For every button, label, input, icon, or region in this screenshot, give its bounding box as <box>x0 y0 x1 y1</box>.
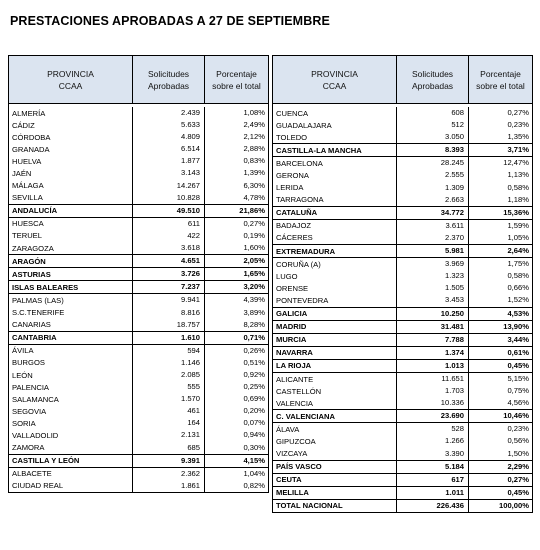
cell-porcentaje: 0,20% <box>204 405 268 417</box>
cell-porcentaje: 0,27% <box>468 107 532 119</box>
cell-provincia: ASTURIAS <box>12 269 51 279</box>
table-row-total <box>273 347 532 359</box>
table-group <box>273 257 532 319</box>
table-row-total <box>9 454 268 467</box>
header-porcentaje-line1: Porcentaje <box>480 68 521 79</box>
header-solicitudes <box>396 56 468 103</box>
table-row <box>273 157 532 169</box>
header-solicitudes-line2: Aprobadas <box>411 80 454 91</box>
cell-provincia: PALENCIA <box>12 382 49 392</box>
table-row <box>9 131 268 143</box>
table-row <box>9 345 268 357</box>
cell-porcentaje: 1,75% <box>468 258 532 270</box>
table-row-total <box>273 206 532 219</box>
cell-provincia: ALMERÍA <box>12 108 46 118</box>
cell-provincia: VIZCAYA <box>276 449 308 459</box>
cell-porcentaje: 3,89% <box>204 307 268 319</box>
cell-solicitudes: 3.611 <box>396 220 468 232</box>
cell-porcentaje: 0,45% <box>468 360 532 372</box>
table-body <box>273 107 532 512</box>
cell-solicitudes: 2.439 <box>132 107 204 119</box>
cell-provincia: MURCIA <box>276 335 307 345</box>
cell-porcentaje: 2,88% <box>204 143 268 155</box>
table-row <box>9 167 268 179</box>
cell-porcentaje: 1,13% <box>468 169 532 181</box>
cell-provincia: PAÍS VASCO <box>276 462 322 472</box>
table-row <box>9 230 268 242</box>
cell-provincia: ORENSE <box>276 283 309 293</box>
table-row <box>273 182 532 194</box>
table-row-total <box>273 360 532 372</box>
cell-solicitudes: 1.266 <box>396 435 468 447</box>
table-row <box>273 435 532 447</box>
table-group <box>9 280 268 293</box>
table-row-total <box>9 332 268 344</box>
cell-porcentaje: 0,19% <box>204 230 268 242</box>
cell-solicitudes: 226.436 <box>396 500 468 512</box>
cell-solicitudes: 2.085 <box>132 369 204 381</box>
cell-porcentaje: 3,71% <box>468 144 532 156</box>
table-row-total <box>273 500 532 512</box>
cell-solicitudes: 5.981 <box>396 245 468 257</box>
cell-provincia: ZARAGOZA <box>12 243 54 253</box>
cell-provincia: GALICIA <box>276 309 308 319</box>
cell-porcentaje: 2,29% <box>468 461 532 473</box>
cell-solicitudes: 10.336 <box>396 397 468 409</box>
table-group <box>9 267 268 280</box>
cell-solicitudes: 7.788 <box>396 334 468 346</box>
cell-solicitudes: 1.146 <box>132 357 204 369</box>
cell-solicitudes: 1.374 <box>396 347 468 359</box>
cell-porcentaje: 0,25% <box>204 381 268 393</box>
cell-porcentaje: 0,58% <box>468 270 532 282</box>
cell-provincia: SALAMANCA <box>12 394 59 404</box>
cell-solicitudes: 422 <box>132 230 204 242</box>
cell-solicitudes: 611 <box>132 218 204 230</box>
cell-porcentaje: 21,86% <box>204 205 268 217</box>
cell-provincia: BARCELONA <box>276 158 323 168</box>
header-solicitudes-line1: Solicitudes <box>147 68 190 79</box>
cell-provincia: CEUTA <box>276 475 302 485</box>
cell-provincia: GIPUZCOA <box>276 436 316 446</box>
cell-solicitudes: 1.505 <box>396 282 468 294</box>
cell-provincia: ÁVILA <box>12 346 34 356</box>
cell-solicitudes: 6.514 <box>132 143 204 155</box>
cell-solicitudes: 528 <box>396 423 468 435</box>
cell-solicitudes: 7.237 <box>132 281 204 293</box>
table-header <box>273 56 532 104</box>
cell-solicitudes: 461 <box>132 405 204 417</box>
cell-solicitudes: 5.184 <box>396 461 468 473</box>
cell-solicitudes: 3.969 <box>396 258 468 270</box>
cell-provincia: CASTILLA-LA MANCHA <box>276 145 362 155</box>
cell-solicitudes: 512 <box>396 119 468 131</box>
cell-provincia: BURGOS <box>12 358 45 368</box>
table-row <box>273 385 532 397</box>
cell-porcentaje: 4,56% <box>468 397 532 409</box>
cell-provincia: TARRAGONA <box>276 195 324 205</box>
table-group <box>273 320 532 333</box>
cell-provincia: LEÓN <box>12 370 33 380</box>
cell-solicitudes: 4.809 <box>132 131 204 143</box>
table-group <box>9 293 268 330</box>
cell-porcentaje: 0,71% <box>204 332 268 344</box>
header-porcentaje <box>468 56 532 103</box>
cell-porcentaje: 0,82% <box>204 480 268 492</box>
cell-porcentaje: 5,15% <box>468 373 532 385</box>
cell-solicitudes: 2.663 <box>396 194 468 206</box>
cell-porcentaje: 0,69% <box>204 393 268 405</box>
cell-provincia: GERONA <box>276 171 309 181</box>
table-row-total <box>273 143 532 156</box>
table-group <box>9 107 268 217</box>
cell-porcentaje: 0,26% <box>204 345 268 357</box>
cell-provincia: MADRID <box>276 322 307 332</box>
cell-solicitudes: 2.131 <box>132 429 204 441</box>
cell-solicitudes: 23.690 <box>396 410 468 422</box>
cell-porcentaje: 0,94% <box>204 429 268 441</box>
header-solicitudes <box>132 56 204 103</box>
table-row <box>9 119 268 131</box>
cell-porcentaje: 13,90% <box>468 321 532 333</box>
cell-provincia: PONTEVEDRA <box>276 295 329 305</box>
cell-provincia: GUADALAJARA <box>276 120 332 130</box>
cell-provincia: CÁDIZ <box>12 120 35 130</box>
table-row-total <box>273 334 532 346</box>
cell-provincia: JAÉN <box>12 169 32 179</box>
cell-solicitudes: 3.453 <box>396 294 468 306</box>
table-row <box>273 107 532 119</box>
table-group <box>9 217 268 267</box>
table-row-total <box>9 268 268 280</box>
cell-provincia: S.C.TENERIFE <box>12 308 65 318</box>
cell-solicitudes: 9.391 <box>132 455 204 467</box>
cell-porcentaje: 0,66% <box>468 282 532 294</box>
header-solicitudes-line1: Solicitudes <box>411 68 454 79</box>
cell-porcentaje: 4,39% <box>204 294 268 306</box>
table-row <box>9 307 268 319</box>
cell-porcentaje: 8,28% <box>204 319 268 331</box>
table-row <box>273 220 532 232</box>
table-group <box>273 499 532 512</box>
cell-provincia: ALBACETE <box>12 469 52 479</box>
cell-solicitudes: 9.941 <box>132 294 204 306</box>
cell-provincia: ÁLAVA <box>276 424 300 434</box>
table-row <box>273 282 532 294</box>
cell-solicitudes: 1.013 <box>396 360 468 372</box>
cell-solicitudes: 2.362 <box>132 468 204 480</box>
cell-porcentaje: 0,27% <box>468 474 532 486</box>
cell-porcentaje: 4,15% <box>204 455 268 467</box>
table-group <box>273 333 532 346</box>
table-row <box>9 381 268 393</box>
header-provincia-line2: CCAA <box>322 80 347 91</box>
table-row <box>9 143 268 155</box>
cell-porcentaje: 1,05% <box>468 232 532 244</box>
table-group <box>273 346 532 359</box>
cell-solicitudes: 28.245 <box>396 157 468 169</box>
cell-solicitudes: 18.757 <box>132 319 204 331</box>
table-row <box>9 180 268 192</box>
table-row <box>273 448 532 460</box>
table-row-total <box>273 460 532 473</box>
table-row <box>9 319 268 331</box>
table-row <box>273 373 532 385</box>
cell-solicitudes: 1.309 <box>396 182 468 194</box>
cell-solicitudes: 1.011 <box>396 487 468 499</box>
table-left <box>8 55 269 493</box>
table-row <box>9 393 268 405</box>
table-group <box>273 486 532 499</box>
table-right <box>272 55 533 513</box>
header-provincia <box>9 56 132 103</box>
cell-solicitudes: 1.610 <box>132 332 204 344</box>
cell-provincia: ARAGÓN <box>12 256 46 266</box>
table-group <box>273 422 532 472</box>
table-body <box>9 107 268 492</box>
cell-solicitudes: 1.323 <box>396 270 468 282</box>
cell-solicitudes: 1.570 <box>132 393 204 405</box>
table-row <box>273 258 532 270</box>
cell-porcentaje: 0,07% <box>204 417 268 429</box>
table-row <box>9 155 268 167</box>
header-provincia-line1: PROVINCIA <box>311 68 358 79</box>
table-row <box>273 194 532 206</box>
cell-provincia: C. VALENCIANA <box>276 411 335 421</box>
cell-solicitudes: 8.816 <box>132 307 204 319</box>
cell-provincia: MELILLA <box>276 488 309 498</box>
cell-provincia: CUENCA <box>276 108 309 118</box>
cell-solicitudes: 5.633 <box>132 119 204 131</box>
cell-solicitudes: 3.726 <box>132 268 204 280</box>
cell-porcentaje: 0,92% <box>204 369 268 381</box>
table-row-total <box>273 487 532 499</box>
table-row <box>9 442 268 454</box>
cell-porcentaje: 0,56% <box>468 435 532 447</box>
cell-porcentaje: 0,23% <box>468 423 532 435</box>
cell-provincia: CANARIAS <box>12 320 51 330</box>
cell-porcentaje: 1,65% <box>204 268 268 280</box>
cell-porcentaje: 2,05% <box>204 255 268 267</box>
cell-provincia: ISLAS BALEARES <box>12 282 79 292</box>
cell-porcentaje: 0,58% <box>468 182 532 194</box>
table-row <box>9 242 268 254</box>
table-row <box>273 423 532 435</box>
table-row-total <box>273 409 532 422</box>
table-row-total <box>273 321 532 333</box>
header-provincia <box>273 56 396 103</box>
cell-solicitudes: 594 <box>132 345 204 357</box>
cell-solicitudes: 2.370 <box>396 232 468 244</box>
cell-provincia: LA RIOJA <box>276 361 312 371</box>
table-row <box>9 405 268 417</box>
table-row <box>9 468 268 480</box>
table-group <box>9 467 268 492</box>
cell-provincia: PALMAS (LAS) <box>12 295 64 305</box>
cell-porcentaje: 0,23% <box>468 119 532 131</box>
cell-porcentaje: 1,18% <box>468 194 532 206</box>
cell-solicitudes: 1.877 <box>132 155 204 167</box>
table-row <box>273 169 532 181</box>
table-header <box>9 56 268 104</box>
table-group <box>273 107 532 156</box>
table-row <box>273 131 532 143</box>
cell-provincia: GRANADA <box>12 144 50 154</box>
cell-provincia: CIUDAD REAL <box>12 481 64 491</box>
cell-provincia: LERIDA <box>276 183 304 193</box>
table-group <box>9 344 268 467</box>
cell-porcentaje: 1,52% <box>468 294 532 306</box>
cell-porcentaje: 0,27% <box>204 218 268 230</box>
cell-provincia: TOLEDO <box>276 132 308 142</box>
header-provincia-line1: PROVINCIA <box>47 68 94 79</box>
cell-porcentaje: 10,46% <box>468 410 532 422</box>
cell-porcentaje: 1,08% <box>204 107 268 119</box>
table-group <box>273 156 532 218</box>
table-row <box>9 429 268 441</box>
cell-provincia: CORUÑA (A) <box>276 259 321 269</box>
cell-solicitudes: 3.143 <box>132 167 204 179</box>
table-row-total <box>273 244 532 257</box>
cell-solicitudes: 31.481 <box>396 321 468 333</box>
cell-solicitudes: 49.510 <box>132 205 204 217</box>
table-row <box>9 357 268 369</box>
table-row-total <box>273 307 532 320</box>
cell-provincia: SORIA <box>12 418 36 428</box>
document-title: PRESTACIONES APROBADAS A 27 DE SEPTIEMBRE <box>10 14 330 28</box>
table-group <box>273 219 532 257</box>
table-row <box>273 119 532 131</box>
cell-provincia: TOTAL NACIONAL <box>276 501 343 511</box>
table-group <box>273 359 532 372</box>
cell-provincia: SEGOVIA <box>12 406 47 416</box>
table-row <box>9 107 268 119</box>
table-group <box>273 372 532 422</box>
cell-porcentaje: 0,51% <box>204 357 268 369</box>
table-row-total <box>9 204 268 217</box>
cell-provincia: LUGO <box>276 271 298 281</box>
table-row <box>273 294 532 306</box>
cell-solicitudes: 4.651 <box>132 255 204 267</box>
cell-porcentaje: 0,45% <box>468 487 532 499</box>
cell-provincia: CASTILLA Y LEÓN <box>12 456 80 466</box>
cell-provincia: CANTABRIA <box>12 333 57 343</box>
cell-provincia: TERUEL <box>12 231 42 241</box>
cell-provincia: MÁLAGA <box>12 181 44 191</box>
table-row-total <box>9 281 268 293</box>
cell-solicitudes: 14.267 <box>132 180 204 192</box>
cell-solicitudes: 34.772 <box>396 207 468 219</box>
cell-provincia: HUESCA <box>12 219 44 229</box>
header-porcentaje-line2: sobre el total <box>476 80 525 91</box>
table-group <box>9 331 268 344</box>
table-row <box>9 218 268 230</box>
cell-porcentaje: 0,30% <box>204 442 268 454</box>
cell-porcentaje: 4,78% <box>204 192 268 204</box>
cell-porcentaje: 15,36% <box>468 207 532 219</box>
table-row <box>9 192 268 204</box>
cell-solicitudes: 3.390 <box>396 448 468 460</box>
cell-provincia: ALICANTE <box>276 374 314 384</box>
header-solicitudes-line2: Aprobadas <box>147 80 190 91</box>
cell-solicitudes: 1.861 <box>132 480 204 492</box>
cell-solicitudes: 685 <box>132 442 204 454</box>
cell-provincia: VALENCIA <box>276 398 313 408</box>
cell-solicitudes: 10.828 <box>132 192 204 204</box>
cell-provincia: HUELVA <box>12 156 42 166</box>
cell-solicitudes: 608 <box>396 107 468 119</box>
cell-porcentaje: 12,47% <box>468 157 532 169</box>
cell-provincia: NAVARRA <box>276 348 313 358</box>
header-porcentaje-line2: sobre el total <box>212 80 261 91</box>
cell-solicitudes: 555 <box>132 381 204 393</box>
cell-solicitudes: 3.618 <box>132 242 204 254</box>
cell-solicitudes: 1.703 <box>396 385 468 397</box>
cell-provincia: EXTREMADURA <box>276 246 336 256</box>
cell-provincia: CASTELLÓN <box>276 386 322 396</box>
cell-solicitudes: 10.250 <box>396 308 468 320</box>
table-row <box>9 417 268 429</box>
cell-provincia: BADAJOZ <box>276 221 312 231</box>
cell-provincia: CÓRDOBA <box>12 132 51 142</box>
header-porcentaje <box>204 56 268 103</box>
cell-provincia: ANDALUCÍA <box>12 206 58 216</box>
cell-provincia: CATALUÑA <box>276 208 318 218</box>
table-row <box>9 294 268 306</box>
cell-porcentaje: 0,61% <box>468 347 532 359</box>
cell-porcentaje: 4,53% <box>468 308 532 320</box>
cell-porcentaje: 1,59% <box>468 220 532 232</box>
cell-porcentaje: 0,75% <box>468 385 532 397</box>
cell-provincia: VALLADOLID <box>12 430 59 440</box>
table-row <box>273 232 532 244</box>
cell-porcentaje: 2,49% <box>204 119 268 131</box>
cell-porcentaje: 100,00% <box>468 500 532 512</box>
table-row <box>273 397 532 409</box>
cell-provincia: CÁCERES <box>276 233 313 243</box>
cell-porcentaje: 3,44% <box>468 334 532 346</box>
cell-solicitudes: 164 <box>132 417 204 429</box>
cell-porcentaje: 6,30% <box>204 180 268 192</box>
cell-solicitudes: 3.050 <box>396 131 468 143</box>
table-row-total <box>273 474 532 486</box>
table-row <box>9 480 268 492</box>
cell-provincia: ZAMORA <box>12 443 45 453</box>
header-porcentaje-line1: Porcentaje <box>216 68 257 79</box>
cell-porcentaje: 1,35% <box>468 131 532 143</box>
cell-solicitudes: 2.555 <box>396 169 468 181</box>
cell-porcentaje: 2,64% <box>468 245 532 257</box>
cell-solicitudes: 8.393 <box>396 144 468 156</box>
table-group <box>273 473 532 486</box>
table-row <box>273 270 532 282</box>
cell-porcentaje: 2,12% <box>204 131 268 143</box>
cell-solicitudes: 617 <box>396 474 468 486</box>
cell-porcentaje: 1,60% <box>204 242 268 254</box>
header-provincia-line2: CCAA <box>58 80 83 91</box>
cell-porcentaje: 1,04% <box>204 468 268 480</box>
cell-solicitudes: 11.651 <box>396 373 468 385</box>
cell-provincia: SEVILLA <box>12 193 43 203</box>
cell-porcentaje: 1,39% <box>204 167 268 179</box>
cell-porcentaje: 0,83% <box>204 155 268 167</box>
table-row-total <box>9 254 268 267</box>
cell-porcentaje: 1,50% <box>468 448 532 460</box>
table-row <box>9 369 268 381</box>
cell-porcentaje: 3,20% <box>204 281 268 293</box>
